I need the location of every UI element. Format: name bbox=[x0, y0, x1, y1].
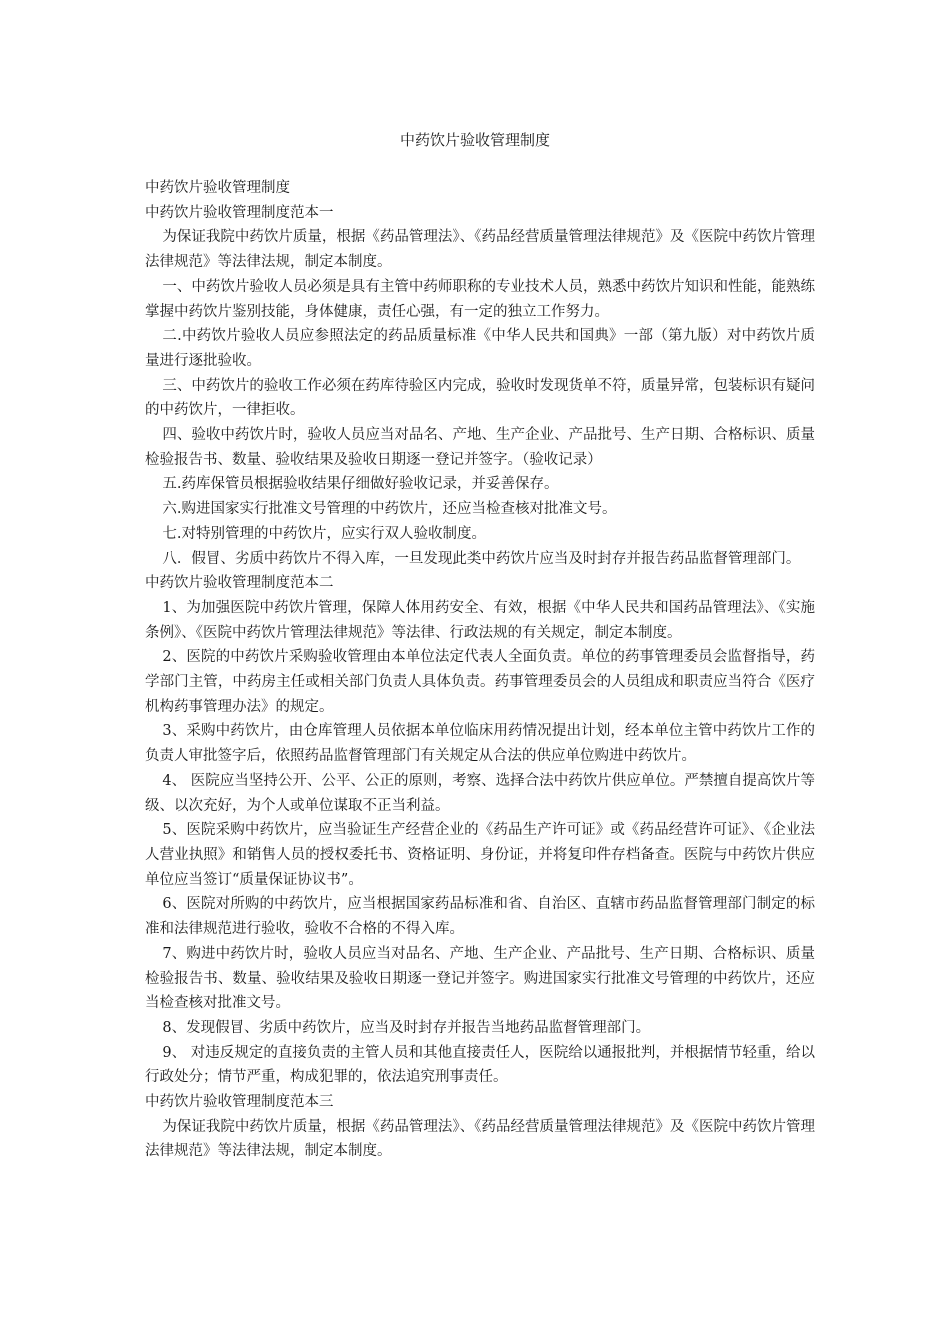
document-title: 中药饮片验收管理制度 bbox=[399, 131, 550, 149]
section-heading: 中药饮片验收管理制度范本一 bbox=[145, 204, 334, 221]
paragraph: 3、采购中药饮片，由仓库管理人员依据本单位临床用药情况提出计划，经本单位主管中药饮片工作的负责人审批签字后，依照药品监督管理部门有关规定从合法的供应单位购进中药饮片。 bbox=[145, 723, 815, 765]
paragraph: 为保证我院中药饮片质量，根据《药品管理法》、《药品经营质量管理法律规范》及《医院中药饮片管理法律规范》等法律法规，制定本制度。 bbox=[145, 229, 815, 271]
document-body bbox=[145, 176, 815, 1164]
paragraph: 二.中药饮片验收人员应参照法定的药品质量标准《中华人民共和国典》一部（第九版）对中药饮片质量进行逐批验收。 bbox=[145, 328, 815, 369]
paragraph: 6、医院对所购的中药饮片，应当根据国家药品标准和省、自治区、直辖市药品监督管理部门制定的标准和法律规范进行验收，验收不合格的不得入库。 bbox=[145, 896, 815, 938]
paragraph: 1、为加强医院中药饮片管理，保障人体用药安全、有效，根据《中华人民共和国药品管理法》、《实施条例》、《医院中药饮片管理法律规范》等法律、行政法规的有关规定，制定本制度。 bbox=[145, 599, 815, 641]
paragraph: 三、中药饮片的验收工作必须在药库待验区内完成，验收时发现货单不符，质量异常，包装标识有疑问的中药饮片，一律拒收。 bbox=[145, 377, 815, 419]
paragraph: 8、发现假冒、劣质中药饮片，应当及时封存并报告当地药品监督管理部门。 bbox=[162, 1019, 651, 1036]
paragraph: 五.药库保管员根据验收结果仔细做好验收记录，并妥善保存。 bbox=[162, 476, 559, 493]
section-heading: 中药饮片验收管理制度范本二 bbox=[145, 575, 334, 592]
paragraph: 9、 对违反规定的直接负责的主管人员和其他直接责任人，医院给以通报批判，并根据情节轻重，给以行政处分；情节严重，构成犯罪的，依法追究刑事责任。 bbox=[145, 1044, 815, 1086]
paragraph: 八．假冒、劣质中药饮片不得入库，一旦发现此类中药饮片应当及时封存并报告药品监督管理部门。 bbox=[162, 550, 801, 567]
paragraph: 2、医院的中药饮片采购验收管理由本单位法定代表人全面负责。单位的药事管理委员会监督指导，药学部门主管，中药房主任或相关部门负责人具体负责。药事管理委员会的人员组成和职责应当符合《医疗机构药事管理办法》的规定。 bbox=[145, 649, 815, 715]
paragraph: 为保证我院中药饮片质量，根据《药品管理法》、《药品经营质量管理法律规范》及《医院中药饮片管理法律规范》等法律法规，制定本制度。 bbox=[145, 1118, 815, 1160]
paragraph: 7、购进中药饮片时，验收人员应当对品名、产地、生产企业、产品批号、生产日期、合格标识、质量检验报告书、数量、验收结果及验收日期逐一登记并签字。购进国家实行批准文号管理的中药饮片，还应当检查核对批准文号。 bbox=[145, 945, 815, 1012]
section-heading: 中药饮片验收管理制度范本三 bbox=[145, 1094, 334, 1111]
paragraph: 5、医院采购中药饮片，应当验证生产经营企业的《药品生产许可证》或《药品经营许可证》、《企业法人营业执照》和销售人员的授权委托书、资格证明、身份证，并将复印件存档备查。医院与中药饮片供应单位应当签订“质量保证协议书”。 bbox=[145, 822, 815, 888]
paragraph: 四、验收中药饮片时，验收人员应当对品名、产地、生产企业、产品批号、生产日期、合格标识、质量检验报告书、数量、验收结果及验收日期逐一登记并签字。（验收记录） bbox=[145, 427, 815, 468]
paragraph: 一、中药饮片验收人员必须是具有主管中药师职称的专业技术人员，熟悉中药饮片知识和性能，能熟练掌握中药饮片鉴别技能，身体健康，责任心强，有一定的独立工作努力。 bbox=[145, 278, 815, 320]
paragraph: 4、 医院应当坚持公开、公平、公正的原则，考察、选择合法中药饮片供应单位。严禁擅自提高饮片等级、以次充好，为个人或单位谋取不正当利益。 bbox=[145, 772, 815, 814]
paragraph: 六.购进国家实行批准文号管理的中药饮片，还应当检查核对批准文号。 bbox=[162, 501, 617, 518]
paragraph: 七.对特别管理的中药饮片，应实行双人验收制度。 bbox=[162, 525, 486, 542]
section-heading: 中药饮片验收管理制度 bbox=[145, 180, 290, 196]
